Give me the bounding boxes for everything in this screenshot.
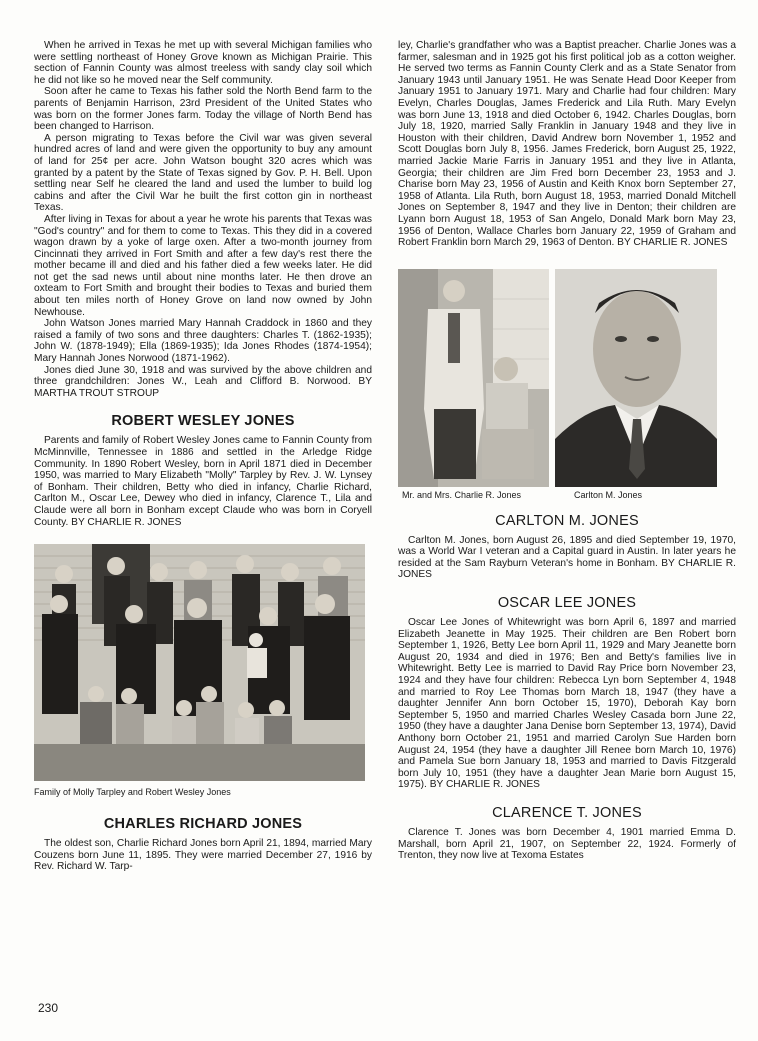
section-heading: ROBERT WESLEY JONES: [111, 413, 295, 430]
carlton-portrait-caption: Carlton M. Jones: [574, 489, 643, 500]
portrait-row: [398, 269, 736, 487]
section-heading: CHARLES RICHARD JONES: [103, 816, 303, 833]
paragraph: Carlton M. Jones, born August 26, 1895 and died September 19, 1970, was a World War I veteran and a Capital guard in Austin. In later years he resided at the Sam Rayburn Veteran's home in Bonham. BY CHARLIE R. JONES: [398, 534, 736, 581]
paragraph: The oldest son, Charlie Richard Jones born April 21, 1894, married Mary Couzens born June 11, 1895. They were married December 27, 1916 by Rev. Richard W. Tarp-: [34, 838, 372, 873]
paragraph: Clarence T. Jones was born December 4, 1901 married Emma D. Marshall, born April 21, 1907, on September 22, 1924. Formerly of Trenton, they now live at Texoma Estates: [398, 826, 736, 862]
section-heading: CARLTON M. JONES: [495, 512, 639, 529]
paragraph: ley, Charlie's grandfather who was a Baptist preacher. Charlie Jones was a farmer, salesman and in 1925 got his first political job as a cotton weigher. He served two terms as Fannin County Clerk and as a State Senator from January 1943 until January 1951. He was Senate Head Door Keeper from January 1951 to January 1971. Mary and Charlie had four children: Mary Evelyn, Charles Douglas, James Frederick and Lila Ruth. Mary Evelyn was born June 13, 1918 and died October 6, 1942. Charles Douglas, born July 18, 1920, married Sally Franklin in January 1948 and they live in Houston with their children, David Andrew born November 1, 1952 and Scott Douglas born July 8, 1956. James Frederick, born August 25, 1922, married Jackie Marie Farris in January 1951 and they live in Atlanta, Georgia; their children are Jim Fred born December 23, 1953 and J. Charise born May 23, 1956 of Austin and Keith Knox born September 27, 1958 of Atlanta. Lila Ruth, born August 18, 1953, married Donald Mitchell Jones on September 8, 1947 and they live in Denton; their children are Lyann born August 18, 1953 of San Angelo, Donald Mark born May 23, 1956 of Denton, Wallace Charles born January 22, 1959 of Graham and Robert Franklin born March 29, 1963 of Denton. BY CHARLIE R. JONES: [398, 40, 736, 249]
paragraph: Soon after he came to Texas his father sold the North Bend farm to the parents of Benjamin Harrison, 23rd President of the United States who was born on the former Jones farm. Today the village of North Bend has been changed to Harrison.: [34, 86, 372, 133]
right-column: [398, 40, 736, 862]
page-number: 230: [38, 1001, 59, 1015]
paragraph: Oscar Lee Jones of Whitewright was born April 6, 1897 and married Elizabeth Jeanette in May 1925. Their children are Ben Robert born September 1, 1926, Betty Lee born April 11, 1929 and Mary Jeanette born August 20, 1934 and died in 1976; Ben and Betty's families live in Whitewright. Betty Lee is married to David Ray Price born November 23, 1924 and they have four children: Rebecca Lyn born September 4, 1948 and married to Roy Lee Thomas born March 18, 1947 (they have a daughter Jennifer Ann born October 15, 1970), Deborah Kay born September 5, 1950 and married Charles Wesley Casada born June 22, 1950 (they have a daughter Jana Denise born September 13, 1974), David Anthony born October 21, 1951 and married Carolyn Sue Harden born August 24, 1954 (they have a daughter Jill Renee born March 10, 1976) and Pamela Sue born January 18, 1953 and married to Davis Fitzgerald born July 10, 1951 (they have a daughter Jean Marie born August 15, 1975). BY CHARLIE R. JONES: [398, 617, 736, 791]
left-column: [34, 40, 372, 873]
section-heading: OSCAR LEE JONES: [497, 595, 637, 612]
family-photo: [34, 544, 365, 781]
paragraph: Parents and family of Robert Wesley Jones came to Fannin County from McMinnville, Tennessee in 1886 and settled in the Arledge Ridge Community. In 1890 Robert Wesley, born in April 1871 died in December 1950, was married to Mary Elizabeth "Molly" Tarpley by Rev. J. W. Lynsey of Bonham. Their children, Betty who died in infancy, Charlie Richard, Carlton M., Oscar Lee, Dewey who died in infancy, Clarence T., Lila and Claude were all born in Bonham except Claude who was born in Coryell County. BY CHARLIE R. JONES: [34, 435, 372, 528]
couple-photo: [398, 269, 549, 487]
paragraph: After living in Texas for about a year he wrote his parents that Texas was "God's country" and for them to come to Texas. This they did in a covered wagon drawn by a yoke of large oxen. After a two-month journey from Cincinnati they arrived in Fort Smith and after a few day's rest there the mother became ill and died and his father died a few weeks later. He did not get the sad news until about nine months later. He then drove an oxteam to Fort Smith and brought their bodies to Texas and buried them about ten miles north of Honey Grove on land now owned by John Newhouse.: [34, 213, 372, 318]
couple-photo-caption: Mr. and Mrs. Charlie R. Jones: [402, 489, 522, 500]
paragraph: John Watson Jones married Mary Hannah Craddock in 1860 and they raised a family of two sons and three daughters: Charles T. (1862-1935); John W. (1878-1949); Ella (1869-1935); Ida Jones Rhodes (1874-1954); Mary Hannah Jones Norwood (1871-1962).: [34, 318, 372, 365]
carlton-portrait: [555, 269, 717, 487]
paragraph: Jones died June 30, 1918 and was survived by the above children and three grandchildren: Jones W., Leah and Clifford B. Norwood. BY MARTHA TROUT STROUP: [34, 364, 372, 399]
section-heading: CLARENCE T. JONES: [492, 804, 642, 821]
portrait-captions: [398, 490, 736, 501]
paragraph: A person migrating to Texas before the Civil war was given several hundred acres of land and were given the opportunity to buy any amount of land for 25¢ per acre. John Watson bought 320 acres which was granted by a patent by the State of Texas signed by Gov. P. H. Bell. Upon settling near Self he cleared the land and used the lumber to build log cabins and after the Civil War he built the first cotton gin in northeast Texas.: [34, 132, 372, 214]
paragraph: When he arrived in Texas he met up with several Michigan families who were settling northeast of Honey Grove known as Michigan Prairie. This section of Fannin County was almost treeless with sandy clay soil which he did not like so he moved near the Self community.: [34, 40, 372, 86]
family-photo-caption: Family of Molly Tarpley and Robert Wesley Jones: [34, 787, 231, 798]
